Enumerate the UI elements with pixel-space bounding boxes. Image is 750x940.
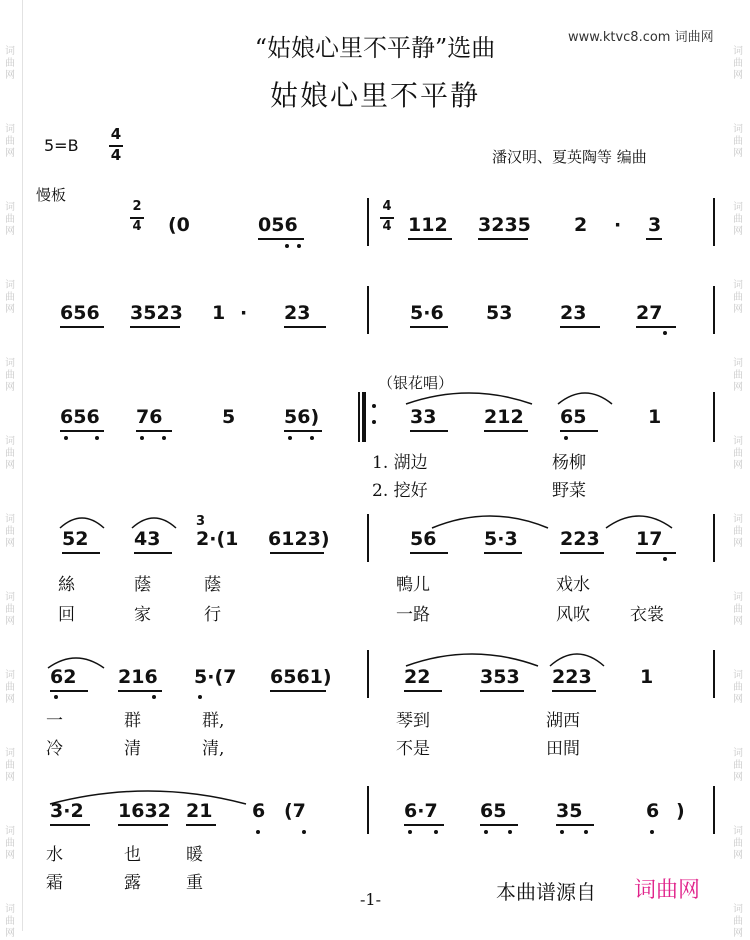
note: 3: [648, 214, 662, 236]
lyrics-verse-2: 霜: [46, 873, 63, 893]
watermark-text: 词曲网: [733, 124, 743, 159]
note-group: 23: [284, 302, 311, 324]
lyrics-verse-1: 琴到: [396, 711, 430, 731]
note-group: 353: [480, 666, 520, 688]
note-group: 656: [60, 302, 100, 324]
bar-line: [367, 286, 369, 334]
underline: [270, 690, 326, 692]
underline: [270, 552, 324, 554]
watermark-text: 词曲网: [5, 514, 15, 549]
note-group: 2·(1: [196, 528, 239, 550]
low-octave-dot: [434, 830, 438, 834]
underline: [186, 824, 216, 826]
site-url: www.ktvc8.com 词曲网: [568, 30, 714, 45]
watermark-text: 词曲网: [5, 904, 15, 939]
lyrics-verse-1: 湖西: [546, 711, 580, 731]
meter-bottom: 4: [382, 219, 392, 234]
low-octave-dot: [198, 695, 202, 699]
low-octave-dot: [256, 830, 260, 834]
slur: [430, 508, 550, 530]
meter-bottom: 4: [132, 219, 142, 234]
bar-line: [713, 650, 715, 698]
note-group: 212: [484, 406, 524, 428]
watermark-text: 词曲网: [733, 202, 743, 237]
note-group: 223: [552, 666, 592, 688]
note-group: 5·(7: [194, 666, 237, 688]
underline: [404, 690, 442, 692]
note-group: 6123): [268, 528, 330, 550]
note-group: ): [676, 800, 685, 822]
low-octave-dot: [302, 830, 306, 834]
watermark-text: 词曲网: [733, 358, 743, 393]
underline: [636, 326, 676, 328]
note-group: 5·6: [410, 302, 444, 324]
low-octave-dot: [484, 830, 488, 834]
lyrics-verse-1: 絲: [58, 575, 75, 595]
underline: [284, 326, 326, 328]
low-octave-dot: [288, 436, 292, 440]
lyrics-verse-1: 戏水: [556, 575, 590, 595]
lyrics-verse-2: 清,: [202, 739, 225, 759]
underline: [404, 824, 444, 826]
underline: [560, 552, 604, 554]
underline: [410, 552, 448, 554]
watermark-text: 词曲网: [5, 46, 15, 81]
lyrics-verse-1: 一: [46, 711, 63, 731]
watermark-text: 词曲网: [733, 514, 743, 549]
bar-line: [713, 514, 715, 562]
underline: [258, 238, 304, 240]
low-octave-dot: [310, 436, 314, 440]
underline: [484, 430, 528, 432]
low-octave-dot: [297, 244, 301, 248]
underline: [130, 326, 180, 328]
low-octave-dot: [508, 830, 512, 834]
watermark-text: 词曲网: [733, 280, 743, 315]
underline: [636, 552, 676, 554]
note-group: 656: [60, 406, 100, 428]
watermark-text: 词曲网: [5, 436, 15, 471]
note-group: (0: [168, 214, 190, 236]
underline: [556, 824, 594, 826]
note: 1: [212, 302, 226, 324]
low-octave-dot: [54, 695, 58, 699]
underline: [560, 430, 598, 432]
watermark-text: 词曲网: [5, 202, 15, 237]
note-group: 223: [560, 528, 600, 550]
meter-top: 4: [382, 199, 392, 214]
meter-bottom: 4: [110, 146, 122, 164]
repeat-dot: [372, 404, 376, 408]
underline: [552, 690, 596, 692]
watermark-text: 词曲网: [5, 124, 15, 159]
watermark-text: 词曲网: [5, 592, 15, 627]
low-octave-dot: [95, 436, 99, 440]
note-group: 23: [560, 302, 587, 324]
note-group: 216: [118, 666, 158, 688]
watermark-text: 词曲网: [5, 358, 15, 393]
watermark-text: 词曲网: [5, 280, 15, 315]
lyrics-verse-2: 2. 挖好: [372, 481, 428, 501]
note-group: 33: [410, 406, 437, 428]
lyrics-verse-2: 衣裳: [630, 605, 664, 625]
dot-extension: ·: [614, 214, 622, 236]
underline: [484, 552, 522, 554]
low-octave-dot: [650, 830, 654, 834]
low-octave-dot: [663, 557, 667, 561]
lyrics-verse-2: 清: [124, 739, 141, 759]
bar-line: [367, 786, 369, 834]
note: 1: [640, 666, 654, 688]
watermark-text: 词曲网: [5, 748, 15, 783]
underline: [50, 824, 90, 826]
low-octave-dot: [564, 436, 568, 440]
low-octave-dot: [152, 695, 156, 699]
bar-line: [367, 650, 369, 698]
note-group: 1632: [118, 800, 171, 822]
lyrics-verse-1: 蔭: [134, 575, 151, 595]
low-octave-dot: [560, 830, 564, 834]
bar-line: [713, 392, 715, 442]
underline: [284, 430, 322, 432]
note-group: 43: [134, 528, 161, 550]
underline: [408, 238, 452, 240]
watermark-text: 词曲网: [733, 670, 743, 705]
lyrics-verse-1: 1. 湖边: [372, 453, 428, 473]
lyrics-verse-2: 一路: [396, 605, 430, 625]
underline: [118, 824, 168, 826]
dot-extension: ·: [240, 302, 248, 324]
lyrics-verse-2: 重: [186, 873, 203, 893]
underline: [62, 552, 100, 554]
lyrics-verse-2: 田間: [546, 739, 580, 759]
lyrics-verse-1: 群: [124, 711, 141, 731]
note-group: 52: [62, 528, 89, 550]
watermark-text: 词曲网: [733, 592, 743, 627]
lyrics-verse-2: 露: [124, 873, 141, 893]
underline: [134, 552, 172, 554]
tempo-marking: 慢板: [36, 186, 67, 204]
underline: [118, 690, 162, 692]
left-watermark-strip: [0, 0, 23, 939]
bar-line: [713, 198, 715, 246]
note: 1: [648, 406, 662, 428]
note-group: 56: [410, 528, 437, 550]
meter-top: 2: [132, 199, 142, 214]
bar-line: [367, 198, 369, 246]
low-octave-dot: [64, 436, 68, 440]
note-group: 35: [556, 800, 583, 822]
singer-annotation: （银花唱）: [378, 374, 454, 392]
note-group: 65: [560, 406, 587, 428]
note-group: 22: [404, 666, 431, 688]
note-group: 56): [284, 406, 320, 428]
right-watermark-strip: [728, 0, 750, 939]
lyrics-verse-1: 也: [124, 845, 141, 865]
note-group: 21: [186, 800, 213, 822]
watermark-text: 词曲网: [733, 826, 743, 861]
underline: [136, 430, 172, 432]
watermark-text: 词曲网: [733, 436, 743, 471]
note: 6: [252, 800, 266, 822]
lyrics-verse-2: 回: [58, 605, 75, 625]
lyrics-verse-2: 野菜: [552, 481, 586, 501]
note-group: 17: [636, 528, 663, 550]
note-group: 6·7: [404, 800, 438, 822]
watermark-text: 词曲网: [5, 670, 15, 705]
lyrics-verse-2: 不是: [396, 739, 430, 759]
composer-credit: 潘汉明、夏英陶等 编曲: [492, 148, 647, 166]
slur: [404, 646, 540, 668]
slur: [604, 508, 674, 530]
lyrics-verse-1: 蔭: [204, 575, 221, 595]
lyrics-verse-1: 杨柳: [552, 453, 586, 473]
note: 6: [646, 800, 660, 822]
bar-line: [367, 514, 369, 562]
source-label: 本曲谱源自: [496, 880, 596, 904]
underline: [480, 824, 518, 826]
note-group: 6561): [270, 666, 332, 688]
page-number: -1-: [360, 890, 381, 909]
note-group: 76: [136, 406, 163, 428]
note: 2: [574, 214, 588, 236]
note-group: 3523: [130, 302, 183, 324]
note-group: 65: [480, 800, 507, 822]
slur: [556, 386, 614, 406]
repeat-dot: [372, 420, 376, 424]
lyrics-verse-1: 鴨儿: [396, 575, 430, 595]
lyrics-verse-2: 家: [134, 605, 151, 625]
song-title: 姑娘心里不平静: [269, 79, 480, 112]
low-octave-dot: [162, 436, 166, 440]
note-group: (7: [284, 800, 306, 822]
lyrics-verse-1: 暖: [186, 845, 203, 865]
lyrics-verse-1: 群,: [202, 711, 225, 731]
grace-note: 3: [196, 514, 206, 529]
bar-line: [713, 786, 715, 834]
low-octave-dot: [285, 244, 289, 248]
underline: [560, 326, 600, 328]
note-group: 5·3: [484, 528, 518, 550]
low-octave-dot: [140, 436, 144, 440]
underline: [410, 326, 448, 328]
lyrics-verse-2: 风吹: [556, 605, 590, 625]
low-octave-dot: [584, 830, 588, 834]
underline: [60, 326, 104, 328]
note-group: 112: [408, 214, 448, 236]
note-group: 3235: [478, 214, 531, 236]
repeat-bar-thin: [358, 392, 360, 442]
underline: [478, 238, 528, 240]
low-octave-dot: [663, 331, 667, 335]
slur: [404, 386, 534, 406]
watermark-text: 词曲网: [5, 826, 15, 861]
watermark-text: 词曲网: [733, 46, 743, 81]
note-group: 62: [50, 666, 77, 688]
note-group: 3·2: [50, 800, 84, 822]
meter-top: 4: [110, 125, 122, 143]
key-signature: 5=B: [44, 136, 79, 155]
underline: [60, 430, 104, 432]
underline: [646, 238, 662, 240]
note-group: 27: [636, 302, 663, 324]
source-link[interactable]: 词曲网: [634, 878, 701, 903]
watermark-text: 词曲网: [733, 904, 743, 939]
low-octave-dot: [408, 830, 412, 834]
repeat-bar-thick: [362, 392, 366, 442]
underline: [410, 430, 448, 432]
note-group: 056: [258, 214, 298, 236]
lyrics-verse-2: 冷: [46, 739, 63, 759]
slur: [548, 646, 606, 668]
page-title: “姑娘心里不平静”选曲: [254, 34, 496, 62]
note: 5: [222, 406, 236, 428]
underline: [480, 690, 524, 692]
underline: [50, 690, 88, 692]
bar-line: [713, 286, 715, 334]
lyrics-verse-2: 行: [204, 605, 221, 625]
lyrics-verse-1: 水: [46, 845, 63, 865]
note-group: 53: [486, 302, 513, 324]
watermark-text: 词曲网: [733, 748, 743, 783]
